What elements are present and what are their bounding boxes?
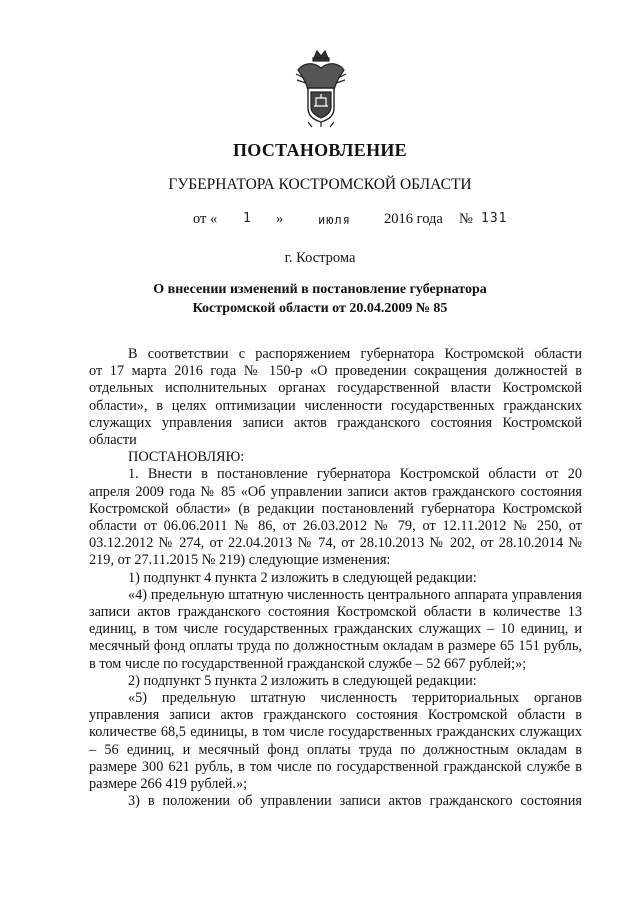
document-number: 131: [481, 211, 508, 226]
paragraph-item-1: 1. Внести в постановление губернатора Костромской области от 20 апреля 2009 года № 85 «Об управлении записи актов гражданского состояния Костромской области» (в редакции постановлений губернатора Костромской области от 06.06.2011 № 86, от 26.03.2012 № 79, от 12.11.2012 № 250, от 03.12.2012 № 274, от 22.04.2013 № 74, от 28.10.2013 № 202, от 28.10.2014 № 219, от 27.11.2015 № 219) следующие изменения:: [89, 466, 582, 569]
subject-line-2: Костромской области от 20.04.2009 № 85: [192, 301, 448, 316]
issuer-name: ГУБЕРНАТОРА КОСТРОМСКОЙ ОБЛАСТИ: [168, 176, 472, 193]
date-line: [0, 211, 640, 233]
document-body: [89, 346, 582, 810]
paragraph-subitem-2: 2) подпункт 5 пункта 2 изложить в следующей редакции:: [128, 672, 477, 689]
date-month: июля: [318, 213, 351, 227]
paragraph-quote-4: «4) предельную штатную численность центрального аппарата управления записи актов гражданского состояния Костромской области в количестве 13 единиц, в том числе государственных гражданских служащих – 10 единиц, и месячный фонд оплаты труда по должностным окладам в размере 65 151 рубль, в том числе по государственной гражданской службе – 52 667 рублей;»;: [89, 586, 582, 672]
date-day: 1: [243, 211, 252, 226]
date-year: 2016 года: [384, 211, 443, 227]
paragraph-preamble-first-line: В соответствии с распоряжением губернатора Костромской области: [128, 346, 582, 362]
date-quote-close: »: [276, 211, 284, 227]
coat-of-arms-emblem: [294, 48, 348, 128]
city-name: г. Кострома: [284, 250, 356, 266]
paragraph-subitem-1: 1) подпункт 4 пункта 2 изложить в следующей редакции:: [128, 569, 477, 586]
subject-line-1: О внесении изменений в постановление губернатора: [153, 282, 487, 297]
document-title: ПОСТАНОВЛЕНИЕ: [233, 140, 407, 160]
postanovlyayu-heading: ПОСТАНОВЛЯЮ:: [128, 449, 245, 466]
date-prefix: от «: [193, 211, 218, 227]
document-subject: [0, 280, 640, 318]
paragraph-preamble: от 17 марта 2016 года № 150-р «О проведении сокращения должностей в отдельных исполнительных органах государственной власти Костромской области», в целях оптимизации численности государственных гражданских служащих управления записи актов гражданского состояния Костромской области: [89, 363, 582, 449]
number-sign: №: [459, 211, 473, 227]
paragraph-quote-5: «5) предельную штатную численность территориальных органов управления записи актов гражданского состояния Костромской области в количестве 68,5 единицы, в том числе государственных гражданских служащих – 56 единиц, и месячный фонд оплаты труда по должностным окладам в размере 300 621 рубль, в том числе по государственной гражданской службе в размере 266 419 рублей.»;: [89, 690, 582, 793]
paragraph-subitem-3: 3) в положении об управлении записи актов гражданского состояния: [128, 793, 582, 810]
